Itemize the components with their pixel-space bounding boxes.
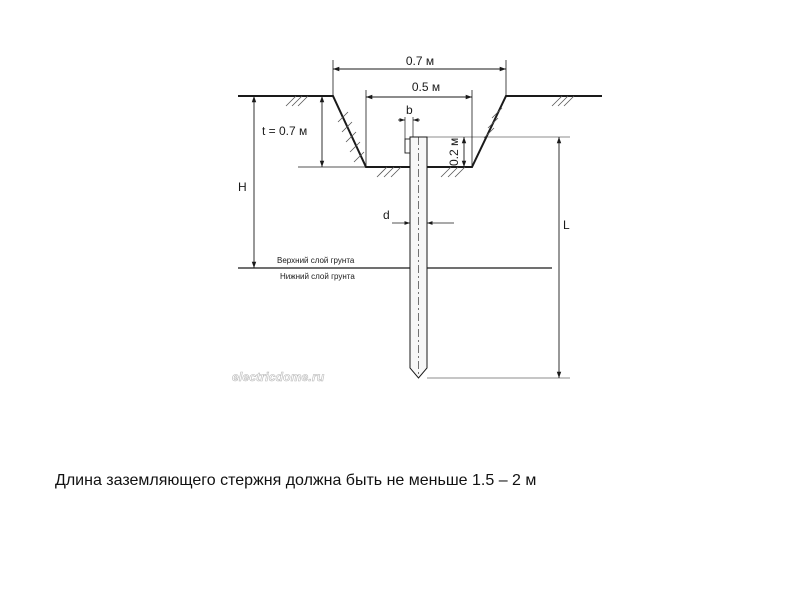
h-dimension [238,96,254,268]
bottom-width-label: 0.5 м [411,80,441,94]
soil-hatching [286,96,574,177]
soil-layer-boundary [238,256,552,281]
rod-clamp [405,139,410,153]
b-dimension [398,103,420,139]
caption-text: Длина заземляющего стержня должна быть не меньше 1.5 – 2 м [55,472,537,489]
lower-layer-label: Нижний слой грунта [280,272,355,281]
top-width-label: 0.7 м [405,54,435,68]
trench-depth-label: t = 0.7 м [262,124,308,138]
d-label: d [383,208,390,222]
upper-layer-label: Верхний слой грунта [277,256,355,265]
rod-top-offset-dimension [427,137,570,167]
b-label: b [406,103,413,117]
grounding-rod [405,137,427,378]
rod-top-offset-label: 0.2 м [447,137,461,166]
h-label: H [238,180,247,194]
watermark: electricdome.ru [232,370,325,384]
l-label: L [563,218,570,232]
l-dimension [427,137,570,378]
